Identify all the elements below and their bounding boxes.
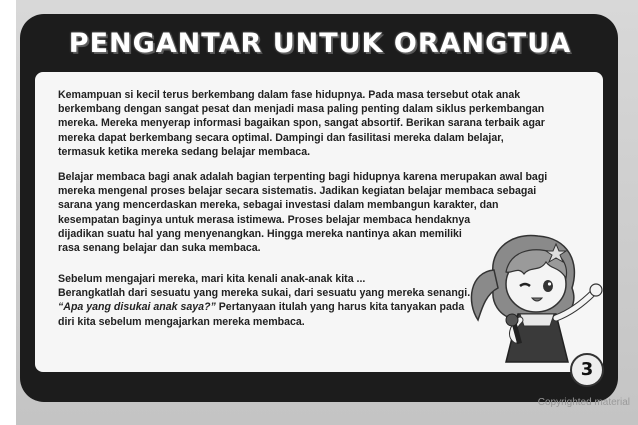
text-fragment: Pertanyaan itulah yang harus kita tanyakan pada: [215, 301, 465, 314]
page-margin: [0, 0, 16, 425]
text-line: Sebelum mengajari mereka, mari kita kenali anak-anak kita ...: [58, 273, 366, 285]
paragraph-1: [58, 88, 608, 159]
text-line: kesempatan baginya untuk merasa istimewa. Proses belajar membaca hendaknya: [58, 213, 471, 226]
text-line: Berangkatlah dari sesuatu yang mereka sukai, dari sesuatu yang mereka senangi.: [58, 287, 471, 300]
text-line: Kemampuan si kecil terus berkembang dalam fase hidupnya. Pada masa tersebut otak anak: [58, 89, 521, 101]
text-line: mereka. Mereka menyerap informasi bagaikan spon, sangat absortif. Berikan sarana terbaik agar: [58, 117, 545, 130]
text-line: dijadikan suatu hal yang menyenangkan. Hingga mereka nantinya akan memiliki: [58, 227, 462, 240]
girl-illustration: [460, 222, 620, 372]
text-line: diri kita sebelum mengajarkan mereka membaca.: [58, 315, 305, 328]
text-line: mereka mengenal proses belajar secara sistematis. Jadikan kegiatan belajar membaca sebagai: [58, 185, 537, 198]
quoted-question: “Apa yang disukai anak saya?”: [58, 301, 216, 314]
text-line: Belajar membaca bagi anak adalah bagian terpenting bagi hidupnya karena merupakan awal bagi: [58, 171, 548, 183]
text-line: sarana yang mencerdaskan mereka, sebagai investasi dalam membangun karakter, dan: [58, 199, 499, 212]
copyright-notice: Copyrighted material: [537, 397, 630, 408]
text-line: berkembang dengan sangat pesat dan menjadi masa paling penting dalam siklus perkembangan: [58, 103, 545, 116]
text-line: rasa senang belajar dan suka membaca.: [58, 242, 261, 255]
text-line: mereka dapat berkembang secara optimal. Dampingi dan fasilitasi mereka dalam belajar,: [58, 131, 504, 144]
text-line: termasuk ketika mereka sedang belajar membaca.: [58, 145, 311, 158]
page-title: PENGANTAR UNTUK ORANGTUA: [68, 28, 572, 59]
page-number: 3: [570, 353, 604, 387]
